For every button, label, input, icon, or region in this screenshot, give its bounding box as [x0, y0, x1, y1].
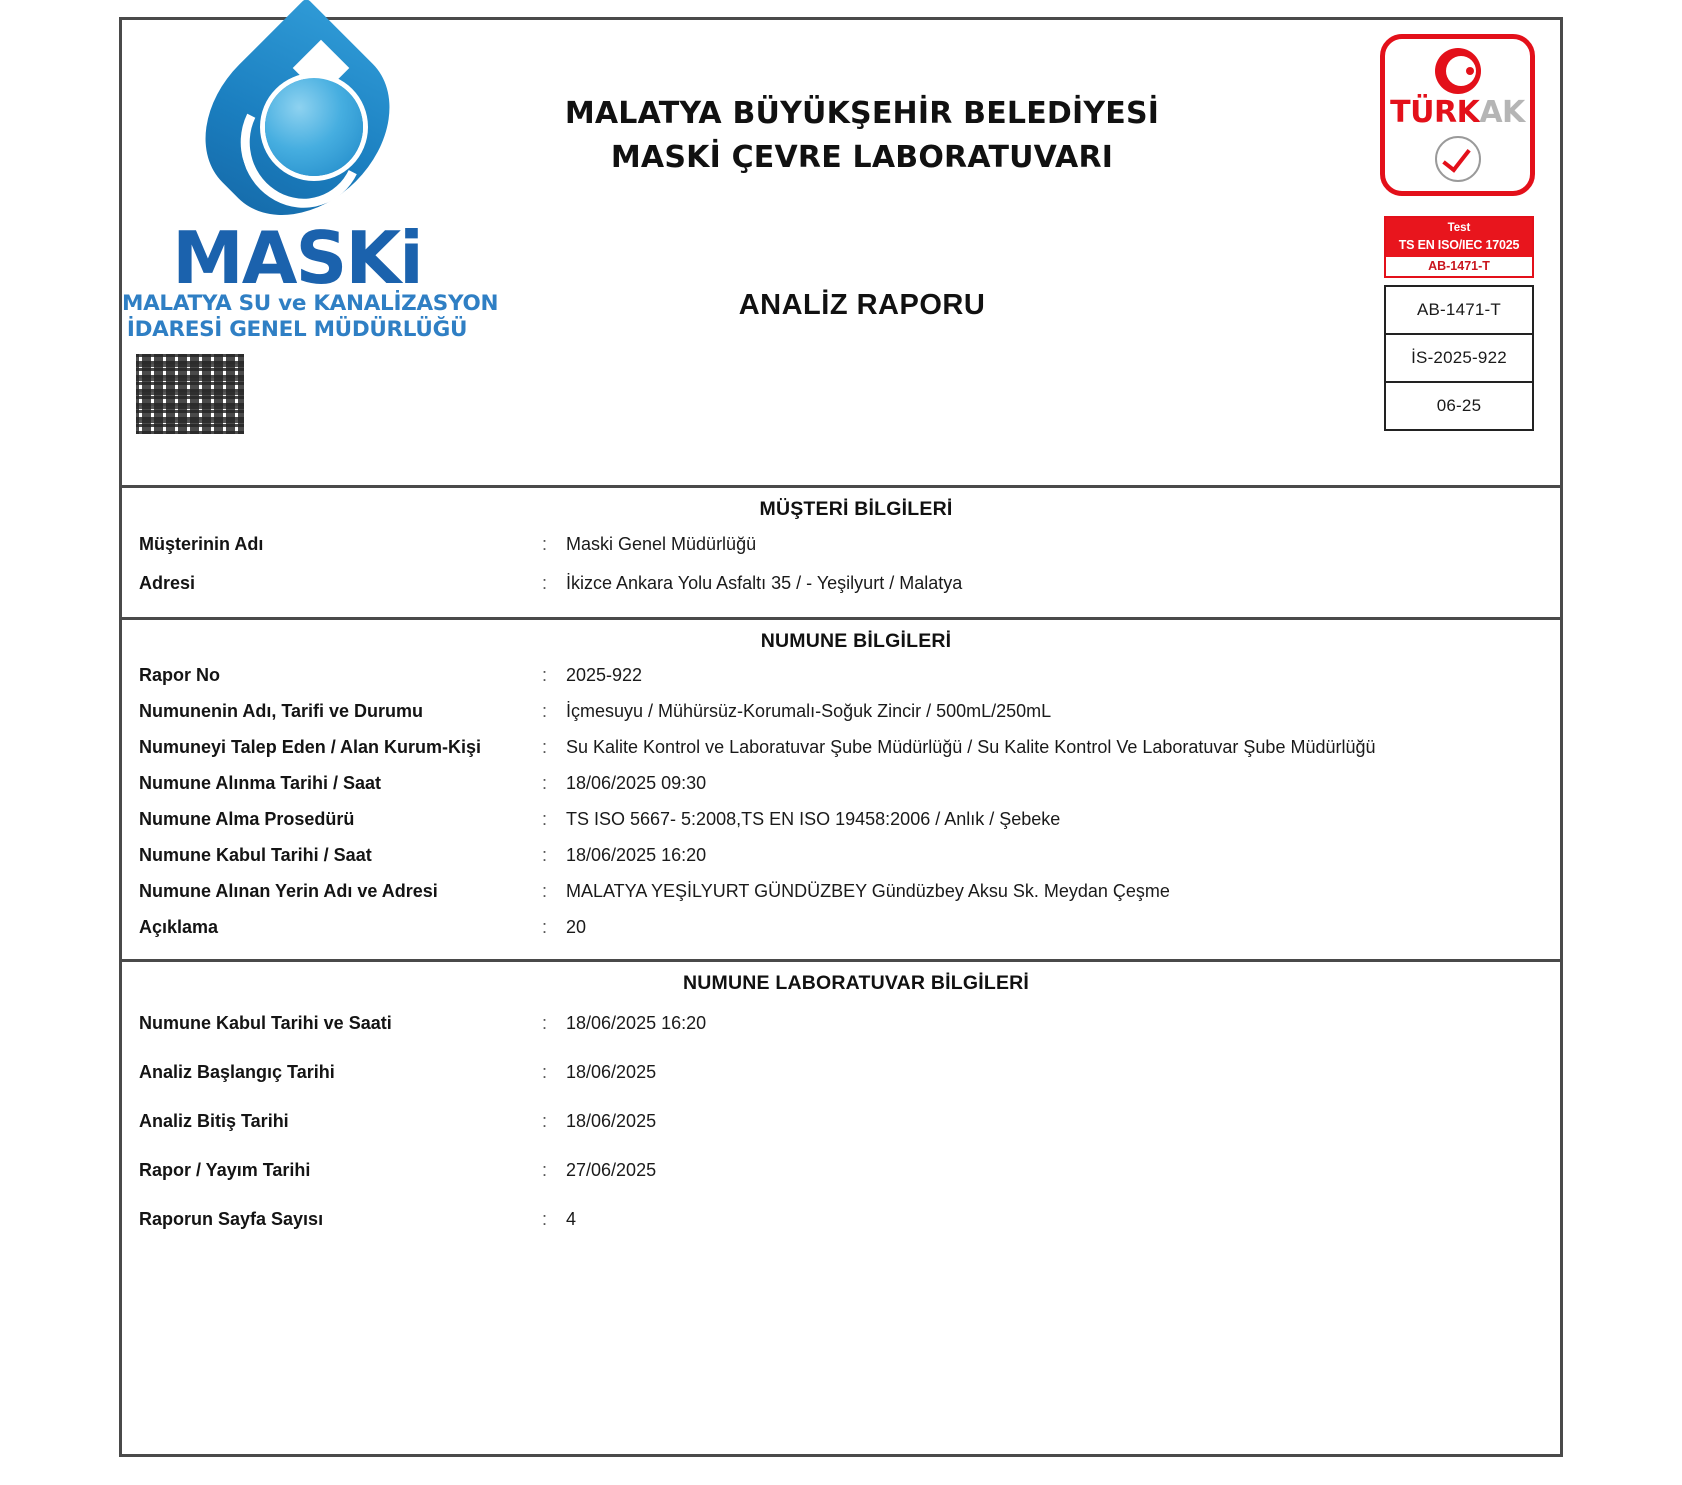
row-label: Numune Alınma Tarihi / Saat: [139, 772, 382, 793]
maski-logo-block: [122, 28, 499, 434]
row-label: Numune Kabul Tarihi ve Saati: [139, 1013, 392, 1033]
table-row: [122, 693, 1560, 729]
code-box-revision: 06-25: [1436, 396, 1482, 415]
header-title-block: [462, 92, 1262, 322]
row-separator: :: [542, 808, 548, 829]
table-row: [122, 801, 1560, 837]
row-value: İkizce Ankara Yolu Asfaltı 35 / - Yeşilyurt / Malatya: [566, 573, 963, 593]
row-value: 18/06/2025: [566, 1111, 657, 1131]
qr-code-icon: [136, 354, 244, 434]
badge-accreditation-code: AB-1471-T: [1386, 257, 1532, 276]
sample-section-title: NUMUNE BİLGİLERİ: [760, 630, 952, 652]
table-row: [122, 909, 1560, 945]
table-row: [122, 525, 1560, 564]
row-separator: :: [542, 736, 548, 757]
row-separator: :: [542, 1013, 548, 1033]
row-value: 18/06/2025: [566, 1062, 657, 1082]
organization-line-2: MASKİ ÇEVRE LABORATUVARI: [610, 139, 1114, 175]
row-value: 2025-922: [566, 664, 643, 685]
row-separator: :: [542, 1160, 548, 1180]
table-row: [122, 564, 1560, 603]
badge-test-label: Test: [1447, 222, 1471, 234]
water-droplet-icon: [197, 28, 397, 223]
accreditation-badge: [1384, 216, 1534, 278]
lab-section-title: NUMUNE LABORATUVAR BİLGİLERİ: [682, 972, 1030, 994]
row-label: Numunenin Adı, Tarifi ve Durumu: [139, 700, 424, 721]
row-separator: :: [542, 916, 548, 937]
accreditation-badge-top: [1386, 218, 1532, 257]
row-label: Numune Kabul Tarihi / Saat: [139, 844, 372, 865]
row-value: 18/06/2025 16:20: [566, 844, 707, 865]
row-value: TS ISO 5667- 5:2008,TS EN ISO 19458:2006 / Anlık / Şebeke: [566, 808, 1061, 829]
organization-line-1: MALATYA BÜYÜKŞEHİR BELEDİYESİ: [564, 96, 1160, 131]
row-separator: :: [542, 573, 548, 593]
row-separator: :: [542, 844, 548, 865]
droplet-sphere-icon: [265, 78, 363, 176]
maski-subtitle-line2: İDARESİ GENEL MÜDÜRLÜĞÜ: [126, 317, 468, 343]
code-box-list: [1384, 285, 1534, 431]
crescent-star-icon: [1435, 48, 1481, 94]
customer-section-title: MÜŞTERİ BİLGİLERİ: [759, 498, 953, 520]
row-label: Rapor / Yayım Tarihi: [139, 1160, 311, 1180]
row-value: 18/06/2025 16:20: [566, 1013, 707, 1033]
row-value: Maski Genel Müdürlüğü: [566, 534, 757, 554]
document-frame: [119, 17, 1563, 1457]
turkak-word-main: TÜRK: [1390, 95, 1480, 130]
row-label: Numune Alınan Yerin Adı ve Adresi: [139, 880, 438, 901]
row-separator: :: [542, 664, 548, 685]
table-row: [122, 999, 1560, 1048]
row-separator: :: [542, 1062, 548, 1082]
row-label: Raporun Sayfa Sayısı: [139, 1209, 324, 1229]
table-row: [122, 873, 1560, 909]
table-row: [122, 657, 1560, 693]
row-value: 4: [566, 1209, 577, 1229]
row-separator: :: [542, 1111, 548, 1131]
page-title: ANALİZ RAPORU: [738, 289, 986, 321]
maski-wordmark: MASKi: [172, 216, 422, 300]
row-label: Rapor No: [139, 664, 220, 685]
sample-info-section: [122, 620, 1560, 962]
accreditation-block: [1260, 20, 1560, 482]
row-separator: :: [542, 880, 548, 901]
row-label: Müşterinin Adı: [139, 534, 264, 554]
row-separator: :: [542, 534, 548, 554]
badge-standard-label: TS EN ISO/IEC 17025: [1398, 237, 1520, 252]
row-separator: :: [542, 700, 548, 721]
row-separator: :: [542, 1209, 548, 1229]
checkmark-icon: [1435, 136, 1481, 182]
customer-info-section: [122, 488, 1560, 620]
row-label: Analiz Bitiş Tarihi: [139, 1111, 289, 1131]
lab-info-section: [122, 962, 1560, 1258]
turkak-wordmark: [1385, 95, 1530, 130]
row-label: Numuneyi Talep Eden / Alan Kurum-Kişi: [139, 736, 482, 757]
report-header: [122, 20, 1560, 488]
row-value: 20: [566, 916, 587, 937]
row-label: Adresi: [139, 573, 196, 593]
row-value: İçmesuyu / Mühürsüz-Korumalı-Soğuk Zincir / 500mL/250mL: [566, 700, 1052, 721]
row-value: Su Kalite Kontrol ve Laboratuvar Şube Müdürlüğü / Su Kalite Kontrol Ve Laboratuvar Şube Müdürlüğü: [566, 736, 1376, 757]
row-value: 27/06/2025: [566, 1160, 657, 1180]
table-row: [122, 765, 1560, 801]
table-row: [122, 1048, 1560, 1097]
maski-subtitle-line1: MALATYA SU ve KANALİZASYON: [122, 291, 499, 317]
row-label: Analiz Başlangıç Tarihi: [139, 1062, 335, 1082]
code-box-report-id: İS-2025-922: [1386, 335, 1532, 383]
row-separator: :: [542, 772, 548, 793]
table-row: [122, 1097, 1560, 1146]
code-box-accreditation: AB-1471-T: [1386, 287, 1532, 335]
row-value: MALATYA YEŞİLYURT GÜNDÜZBEY Gündüzbey Aksu Sk. Meydan Çeşme: [566, 880, 1170, 901]
turkak-logo: [1380, 34, 1535, 196]
row-label: Açıklama: [139, 916, 219, 937]
table-row: [122, 1146, 1560, 1195]
table-row: [122, 729, 1560, 765]
table-row: [122, 1195, 1560, 1244]
row-value: 18/06/2025 09:30: [566, 772, 707, 793]
row-label: Numune Alma Prosedürü: [139, 808, 355, 829]
turkak-word-accent: AK: [1479, 95, 1525, 130]
table-row: [122, 837, 1560, 873]
